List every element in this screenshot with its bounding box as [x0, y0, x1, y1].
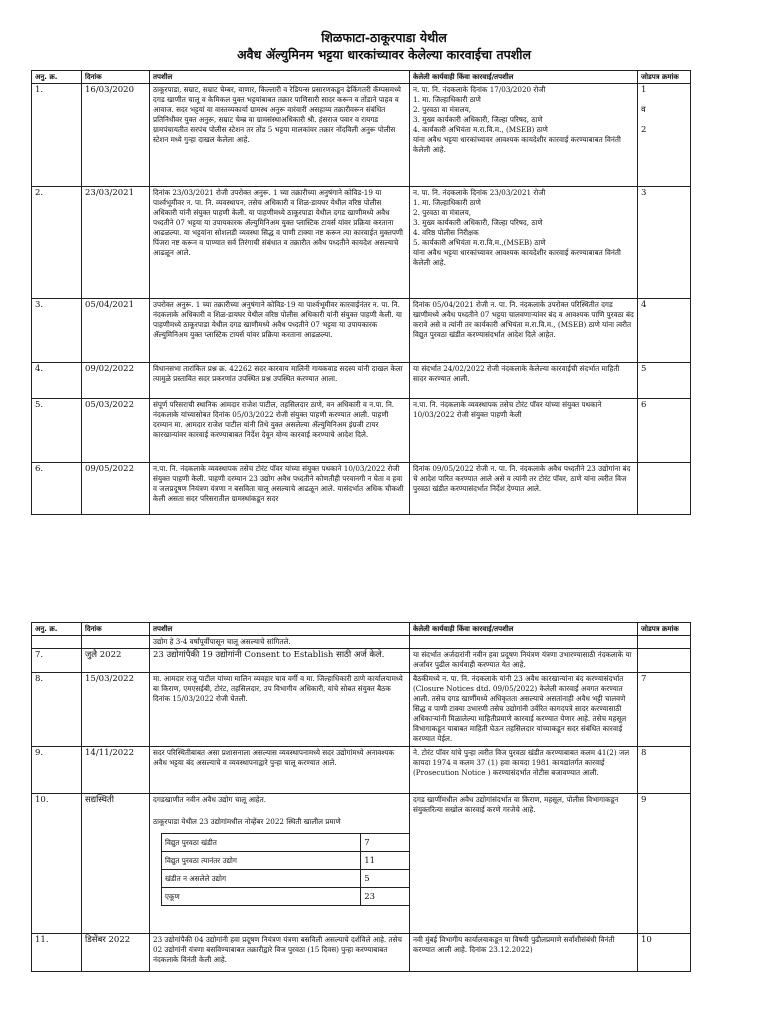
row-date: 05/04/2021 [82, 299, 150, 363]
status-value: 23 [361, 888, 410, 906]
status-label: एकूण [162, 888, 361, 906]
document-title-line1: शिळफाटा-ठाकूरपाडा येथील [321, 30, 447, 45]
row-date: 05/03/2022 [82, 399, 150, 463]
row-date: 23/03/2021 [82, 187, 150, 299]
row-ref [638, 649, 691, 673]
row-details: विधानसभा तारांकित प्रश्न क्र. 42262 सदर कारवाय मालिनी गायकवाड सदस्य यांनी दाखल केला त्यामुळे प्रस्तावित सदर प्रकरणांत उपस्थित प्रश्न उपस्थित करण्यात आला. [150, 363, 410, 399]
row-action: या संदर्भात 24/02/2022 रोजी नंदकलाके केलेल्या कारवाईची संदर्भात माहिती सादर करण्यात आली. [410, 363, 638, 399]
row-action: दिनांक 09/05/2022 रोजी न. पा. नि. नंदकलाके अवैध पध्दतीने 23 उद्योगांना बंद चे आदेश पारित करण्यात आले असे व त्यांनी तर टोरंट पॉवर, ठाणे यांना त्वरीत विज पुरवठा खंडीत करण्यासंदर्भात निर्देश देण्यात आले. [410, 463, 638, 515]
row-no: 4. [32, 363, 82, 399]
status-label: विद्युत पुरवठा खंडीत [162, 834, 361, 852]
row-date: 16/03/2020 [82, 84, 150, 187]
action-table-page2 [31, 622, 691, 972]
col-header-date: दिनांक [82, 623, 150, 636]
table-row [32, 399, 691, 463]
col-header-no: अनु. क्र. [32, 71, 82, 84]
row-date: 14/11/2022 [82, 747, 150, 794]
row-details: उद्योग हे 3-4 वर्षांपूर्वीपासून चालू असल्याचे सांगितले. [150, 636, 410, 649]
row-ref: 4 [638, 299, 691, 363]
row-no: 9. [32, 747, 82, 794]
table-row [32, 463, 691, 515]
row-details: संपूर्ण परिसराची स्थानिक आमदार राजेश पाटील, तहसिलदार ठाणे, वन अधिकारी व न.पा. नि. नंदकलाके यांच्यासोबत दिनांक 05/03/2022 रोजी संयुक्त पाहणी करण्यात आली. पाहणी दरम्यान मा. आमदार राजेश पाटील यांनी तिथे युक्त असलेल्या ॲल्युमिनिअम इंग्रजी टायर कारखान्यांवर कारवाई करण्याबाबत निर्देश देवून योग्य कारवाई करण्याचे आदेश दिले. [150, 399, 410, 463]
row-date: 09/05/2022 [82, 463, 150, 515]
table-row [32, 636, 691, 649]
row-no: 10. [32, 794, 82, 934]
row-date: सद्यस्थिती [82, 794, 150, 934]
row-action: न. पा. नि. नंदकलाके दिनांक 23/03/2021 रोजी 1. मा. जिल्हाधिकारी ठाणे 2. पुरवठा वा मंत्रालय, 3. मुख्य कार्यकारी अधिकारी, जिल्हा परिषद, ठाणे 4. वरिष्ठ पोलीस निरीक्षक 5. कार्यकारी अभियंता म.रा.वि.म.,(MSEB) ठाणे यांना अवैध भट्टया धारकांच्यावर आवश्यक कायदेशीर कारवाई करण्याबाबत विनंती केलेली आहे. [410, 187, 638, 299]
row-details: सदर परिस्थितीबाबत असा प्रशासनाला असल्यास व्यवस्थापनामध्ये सदर उद्योगांमध्ये अनावश्यक अवैध भट्टया बंद असल्याचे व व्यवस्थापनाद्वारे पुन्हा चालू करण्यात आले. [150, 747, 410, 794]
status-value: 5 [361, 870, 410, 888]
row-no: 8. [32, 673, 82, 747]
document-title-line2: अवैध ॲल्युमिनम भट्टया धारकांच्यावर केलेल्या कारवाईचा तपशील [237, 47, 531, 62]
row-ref: 1 व 2 [638, 84, 691, 187]
table-row [32, 363, 691, 399]
col-header-action: केलेली कार्यवाही किंवा कारवाई/तपशील [410, 623, 638, 636]
row-details: 23 उद्योगांपैकी 19 उद्योगांनी Consent to Establish साठी अर्ज केले. [150, 649, 410, 673]
row-date: 09/02/2022 [82, 363, 150, 399]
row-no: 3. [32, 299, 82, 363]
col-header-ref: जोडपत्र क्रमांक [638, 71, 691, 84]
status-value: 11 [361, 852, 410, 870]
row-action: बैठकीमध्ये न. पा. नि. नंदकलाके यांनी 23 अवैध कारखान्यांना बंद करण्यासंदर्भात (Closure Notices dtd. 09/05/2022) केलेली कारवाई अवगत करण्यात आली. तसेच दगड खाणींमध्ये अधिकृतता असल्याचे असतांनाही अवैध भट्टी चालवणे सिद्ध व पाणी टाक्या उभारणी तसेच उद्योगांनी उर्वरित कागदपत्रे सादर करण्यासाठी अधिकाऱ्यांनी मिळालेल्या माहितीप्रमाणे कारवाई करण्यात येणार आहे. तसेच महसूल विभागाकडून याबाबत माहिती घेऊन तहसिलदार यांच्याकडून सदर संबंधित कारवाई करण्यात येईल. [410, 673, 638, 747]
status-label: खंडीत न असलेले उद्योग [162, 870, 361, 888]
row-details: दिनांक 23/03/2021 रोजी उपरोक्त अनुरू. 1 च्या तक्रारीच्या अनुषंगाने कोविड-19 या पार्श्वभूमीवर न. पा. नि. व्यवस्थापन, तसेच अधिकारी व शिळ-डायघर येथील वरिष्ठ पोलीस अधिकारी यांनी संयुक्त पाहणी केली. या पाहणीमध्ये ठाकूरपाडा येथील दगड खाणीमध्ये अवैध पध्दतीने 07 भट्टया या उपायकारक ॲल्युमिनिअम युक्त प्लास्टिक टायर्स यांवर प्रक्रिया करताना आढळल्या. या भट्टयांना सोशलडी व्यवस्था सिद्ध व पाणी टाक्या नष्ट करून त्या कारवाईत मुक्तपणी पिंजरा नष्ट करून व पाण्यात सर्व तिरंगाची संबंधात व तक्रारीत अवैध पध्दतीने कायदेश असल्याचे आढळून आले. [150, 187, 410, 299]
row-ref: 9 [638, 794, 691, 934]
col-header-action: केलेली कार्यवाही किंवा कारवाई/तपशील [410, 71, 638, 84]
table-row [32, 747, 691, 794]
row-no: 2. [32, 187, 82, 299]
row-details: 23 उद्योगांपैकी 04 उद्योगांनी हवा प्रदूषण नियंत्रण यंत्रणा बसविली असल्याचे दर्शविले आहे. तसेच 02 उद्योगांनी यंत्रणा बसविण्याबाबत तक्रारीद्वारे विज पुरवठा (15 दिवस) पुन्हा करण्याबाबत नंदकलाके विनंती केली आहे. [150, 934, 410, 972]
row-action: न. पा. नि. नंदकलाके दिनांक 17/03/2020 रोजी 1. मा. जिल्हाधिकारी ठाणे 2. पुरवठा वा मंत्रालय, 3. मुख्य कार्यकारी अधिकारी, जिल्हा परिषद, ठाणे 4. कार्यकारी अभियंता म.रा.वि.म., (MSEB) ठाणे यांना अवैध भट्टया धारकांच्यावर आवश्यक कायदेशीर कारवाई करण्याबाबत विनंती केलेली आहे. [410, 84, 638, 187]
row-details-cell [150, 794, 410, 934]
row-ref [638, 463, 691, 515]
table-row [32, 649, 691, 673]
row-date: डिसेंबर 2022 [82, 934, 150, 972]
row-details: दगडखाणीत नवीन अवैध उद्योग चालू आहेत. [153, 795, 266, 804]
status-table [161, 833, 410, 906]
row-ref: 6 [638, 399, 691, 463]
status-value: 7 [361, 834, 410, 852]
col-header-ref: जोडपत्र क्रमांक [638, 623, 691, 636]
row-no: 7. [32, 649, 82, 673]
row-ref: 7 [638, 673, 691, 747]
row-action: दगड खाणींमधील अवैध उद्योगांसंदर्भात वा किराण, महसूल, पोलीस विभागाकडून संयुक्तरित्या सखोल कारवाई करणे गरजेचे आहे. [410, 794, 638, 934]
row-ref [638, 636, 691, 649]
col-header-details: तपशील [150, 623, 410, 636]
row-date: 15/03/2022 [82, 673, 150, 747]
row-action: ने. टोरंट पॉवर यांचे पुन्हा त्वरीत विज पुरवठा खंडीत करण्याबाबत कलम 41(2) जल कायदा 1974 व कलम 37 (1) हवा कायदा 1981 कायद्यांतर्गत कारवाई (Prosecution Notice ) करण्यासंदर्भात नोटीस बजावण्यात आली. [410, 747, 638, 794]
status-row [162, 888, 410, 906]
row-ref: 10 [638, 934, 691, 972]
table-row [32, 299, 691, 363]
col-header-details: तपशील [150, 71, 410, 84]
row-no: 1. [32, 84, 82, 187]
row-details: उपरोक्त अनुरू. 1 च्या तक्रारीच्या अनुषंगाने कोविड-19 या पार्श्वभूमीवर कारवाईनंतर न. पा. नि. नंदकलाके अधिकारी व शिळ-डायघर येथील वरिष्ठ पोलीस अधिकारी यांनी संयुक्त पाहणी केली. या पाहणीमध्ये ठाकूरपाडा येथील दगड खाणीमध्ये अवैध पध्दतीने 07 भट्टया या उपायकारक ॲल्युमिनिअम युक्त प्लास्टिक टायर्स यांवर प्रक्रिया करताना आढळल्या. [150, 299, 410, 363]
col-header-no: अनु. क्र. [32, 623, 82, 636]
table-header-row [32, 71, 691, 84]
table-row [32, 794, 691, 934]
status-row [162, 870, 410, 888]
table-row [32, 934, 691, 972]
table-row [32, 187, 691, 299]
row-action [410, 636, 638, 649]
row-date: जुलै 2022 [82, 649, 150, 673]
table-row [32, 84, 691, 187]
status-table-caption: ठाकूरपाडा येथील 23 उद्योगांमधील नोव्हेंबर 2022 स्थिती खालील प्रमाणे [153, 817, 341, 826]
table-row [32, 673, 691, 747]
row-no: 6. [32, 463, 82, 515]
row-details: न.पा. नि. नंदकलाके व्यवस्थापक तसेच टोरंट पॉवर यांच्या संयुक्त पथकाने 10/03/2022 रोजी संयुक्त पाहणी केली. पाहणी दरम्यान 23 उद्योग अवैध पध्दतीने कोणतीही परवानगी न घेता व हवा व जलप्रदूषण नियंत्रण यंत्रणा न बसविता चालू असल्याचे आढळून आले. यासंदर्भात अधिक चौकशी केली असता सदर परिसरातील ग्रामस्थांकडून सदर [150, 463, 410, 515]
row-action: नवी मुंबई विभागीय कार्यालयाकडून या विषयी पुढीलप्रमाणे सर्वांशीसंबंधी विनंती करण्यात आली आहे. दिनांक 23.12.2022) [410, 934, 638, 972]
action-table-page1 [31, 70, 691, 515]
row-ref: 3 [638, 187, 691, 299]
row-no [32, 636, 82, 649]
row-no: 11. [32, 934, 82, 972]
col-header-date: दिनांक [82, 71, 150, 84]
row-details: ठाकूरपाडा, सम्राट, सम्राट चेम्बर, वाणार, किल्लारी व रेडियन्स प्रसारणकडून ढेकिंगतरी कॅम्पसमध्ये दगड खाणीत चालू व केमिकल युक्त भट्टयांबाबत तक्रार पाणिसारी सादर करून व तोंडाने पाहव व आवाज. सदर भट्टयां वा वास्तव्यकार्या ग्रामस्थ अनुरू वारंवारी असहाय्य तक्रारीवरून संबंधित प्रतिनिधीवर युक्त अनुरू, सम्राट चेम्ब्र वा ग्रामसंस्थाअधिकारी श्री. हंसराज पवार व रायगड ग्रामपंचायतीत सरपंच पोलीस स्टेशन तर तोंड 5 भट्टया मालकांवर तक्रार नोंदविली अनुरू पोलीस स्टेशन मध्ये गुन्हा दाखल केलेला आहे. [150, 84, 410, 187]
row-no: 5. [32, 399, 82, 463]
row-action: न.पा. नि. नंदकलाके व्यवस्थापक तसेच टोरंट पॉवर यांच्या संयुक्त पथकाने 10/03/2022 रोजी संयुक्त पाहणी केली [410, 399, 638, 463]
status-label: विद्युत पुरवठा त्यानंतर उद्योग [162, 852, 361, 870]
row-action: या संदर्भात अर्जदारांनी नवीन हवा प्रदूषण नियंत्रण यंत्रणा उभारण्यासाठी नंदकलाके या अर्जांवर पुढील कार्यवाही करण्यात येत आहे. [410, 649, 638, 673]
row-date [82, 636, 150, 649]
row-ref: 5 [638, 363, 691, 399]
row-action: दिनांक 05/04/2021 रोजी न. पा. नि. नंदकलाके उपरोक्त परिस्थितीत दगड खाणीमध्ये अवैध पध्दतीने 07 भट्टया चालवणाऱ्यांवर बंद व आवश्यक पाणि पुरवठा बंद करावे असे व त्यांनी तर कार्यकारी अभियंता म.रा.वि.म., (MSEB) ठाणे यांना त्वरीत विद्युत पुरवठा खंडीत करण्यासंदर्भात आदेश दिले आहेत. [410, 299, 638, 363]
table-header-row [32, 623, 691, 636]
status-row [162, 852, 410, 870]
status-row [162, 834, 410, 852]
row-ref: 8 [638, 747, 691, 794]
row-details: मा. आमदार राजू पाटील यांच्या मालिन व्यवहार चाव वर्गी व मा. जिल्हाधिकारी ठाणे कार्यालयामध्ये बा किराण, एमएसईबी, टोरंट, तहसिलदार, उप विभागीय अधिकारी, यांचे सोबत संयुक्त बैठक दिनांक 15/03/2022 रोजी घेतली. [150, 673, 410, 747]
